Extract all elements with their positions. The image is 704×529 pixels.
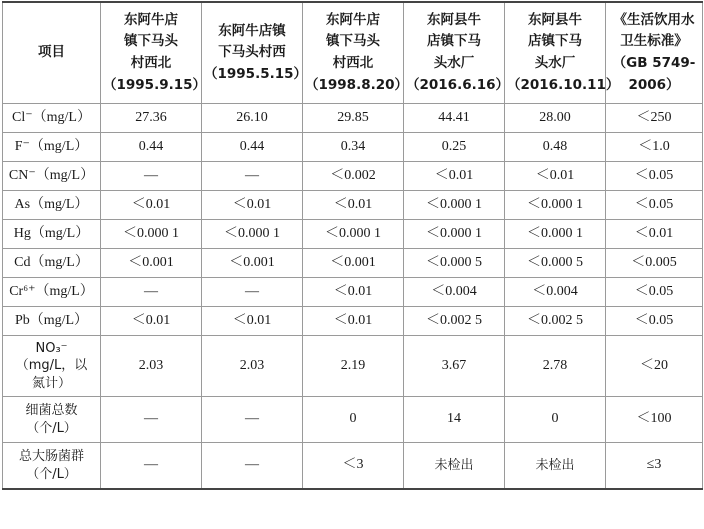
- row-label: 总大肠菌群 （个/L）: [3, 443, 101, 490]
- table-cell: 14: [404, 397, 505, 443]
- row-label: As（mg/L）: [3, 191, 101, 220]
- header-row: [3, 2, 703, 104]
- table-cell: 0.44: [202, 133, 303, 162]
- table-cell: ＜0.01: [101, 191, 202, 220]
- table-cell: ＜0.002: [303, 162, 404, 191]
- row-label: 细菌总数 （个/L）: [3, 397, 101, 443]
- table-cell: —: [202, 443, 303, 490]
- table-cell: ＜0.004: [404, 278, 505, 307]
- table-row: [3, 133, 703, 162]
- table-cell: 3.67: [404, 336, 505, 397]
- table-cell: ≤3: [606, 443, 703, 490]
- table-cell: ＜0.01: [202, 307, 303, 336]
- row-label: Cd（mg/L）: [3, 249, 101, 278]
- table-cell: ＜100: [606, 397, 703, 443]
- table-row: [3, 336, 703, 397]
- table-row: [3, 249, 703, 278]
- header-col-3: 东阿牛店 镇下马头 村西北 （1998.8.20）: [303, 2, 404, 104]
- table-cell: 0.25: [404, 133, 505, 162]
- row-label: CN⁻（mg/L）: [3, 162, 101, 191]
- table-row: [3, 278, 703, 307]
- table-row: [3, 162, 703, 191]
- table-cell: 未检出: [404, 443, 505, 490]
- table-cell: ＜0.004: [505, 278, 606, 307]
- table-cell: 27.36: [101, 104, 202, 133]
- table-cell: ＜0.05: [606, 307, 703, 336]
- table-cell: ＜0.000 1: [202, 220, 303, 249]
- table-cell: ＜0.01: [606, 220, 703, 249]
- header-col-2: 东阿牛店镇 下马头村西 （1995.5.15）: [202, 2, 303, 104]
- water-quality-table: [2, 1, 703, 490]
- row-label: Cl⁻（mg/L）: [3, 104, 101, 133]
- table-cell: ＜0.001: [303, 249, 404, 278]
- header-col-1: 东阿牛店 镇下马头 村西北 （1995.9.15）: [101, 2, 202, 104]
- table-cell: 28.00: [505, 104, 606, 133]
- table-row: [3, 104, 703, 133]
- table-cell: ＜250: [606, 104, 703, 133]
- table-cell: —: [202, 278, 303, 307]
- header-item: 项目: [3, 2, 101, 104]
- table-cell: 0.34: [303, 133, 404, 162]
- table-cell: ＜0.01: [303, 191, 404, 220]
- table-cell: ＜0.000 1: [303, 220, 404, 249]
- table-cell: ＜0.01: [404, 162, 505, 191]
- table-row: [3, 220, 703, 249]
- table-cell: ＜0.05: [606, 191, 703, 220]
- table-cell: 2.19: [303, 336, 404, 397]
- table-cell: 0.48: [505, 133, 606, 162]
- header-col-4: 东阿县牛 店镇下马 头水厂 （2016.6.16）: [404, 2, 505, 104]
- table-cell: 未检出: [505, 443, 606, 490]
- table-cell: ＜0.01: [303, 278, 404, 307]
- table-cell: ＜0.000 1: [505, 191, 606, 220]
- table-cell: ＜0.005: [606, 249, 703, 278]
- table-cell: —: [101, 397, 202, 443]
- table-cell: ＜0.01: [101, 307, 202, 336]
- table-cell: ＜0.01: [202, 191, 303, 220]
- table-cell: 0: [303, 397, 404, 443]
- row-label: Pb（mg/L）: [3, 307, 101, 336]
- table-cell: 26.10: [202, 104, 303, 133]
- table-cell: ＜1.0: [606, 133, 703, 162]
- table-cell: ＜0.01: [505, 162, 606, 191]
- table-cell: ＜0.001: [202, 249, 303, 278]
- header-col-6: 《生活饮用水 卫生标准》 （GB 5749- 2006）: [606, 2, 703, 104]
- table-cell: ＜0.000 5: [404, 249, 505, 278]
- table-cell: ＜0.05: [606, 162, 703, 191]
- table-cell: 2.03: [101, 336, 202, 397]
- table-cell: 2.78: [505, 336, 606, 397]
- table-cell: ＜0.000 1: [101, 220, 202, 249]
- row-label: NO₃⁻ （mg/L，以 氮计）: [3, 336, 101, 397]
- table-row: [3, 443, 703, 490]
- table-cell: 29.85: [303, 104, 404, 133]
- table-cell: ＜0.002 5: [505, 307, 606, 336]
- table-cell: ＜20: [606, 336, 703, 397]
- table-cell: ＜0.000 1: [404, 220, 505, 249]
- header-col-5: 东阿县牛 店镇下马 头水厂 （2016.10.11）: [505, 2, 606, 104]
- row-label: F⁻（mg/L）: [3, 133, 101, 162]
- row-label: Hg（mg/L）: [3, 220, 101, 249]
- table-cell: ＜0.000 1: [505, 220, 606, 249]
- table-cell: ＜0.000 5: [505, 249, 606, 278]
- table-row: [3, 191, 703, 220]
- table-cell: 2.03: [202, 336, 303, 397]
- table-cell: —: [101, 162, 202, 191]
- table-cell: ＜0.001: [101, 249, 202, 278]
- table-cell: —: [101, 443, 202, 490]
- table-cell: ＜0.000 1: [404, 191, 505, 220]
- row-label: Cr⁶⁺（mg/L）: [3, 278, 101, 307]
- table-cell: —: [202, 162, 303, 191]
- table-cell: ＜0.01: [303, 307, 404, 336]
- table-row: [3, 307, 703, 336]
- table-row: [3, 397, 703, 443]
- table-cell: 0.44: [101, 133, 202, 162]
- table-cell: —: [101, 278, 202, 307]
- table-cell: —: [202, 397, 303, 443]
- table-cell: ＜0.05: [606, 278, 703, 307]
- table-cell: 44.41: [404, 104, 505, 133]
- table-cell: 0: [505, 397, 606, 443]
- table-cell: ＜0.002 5: [404, 307, 505, 336]
- table-cell: ＜3: [303, 443, 404, 490]
